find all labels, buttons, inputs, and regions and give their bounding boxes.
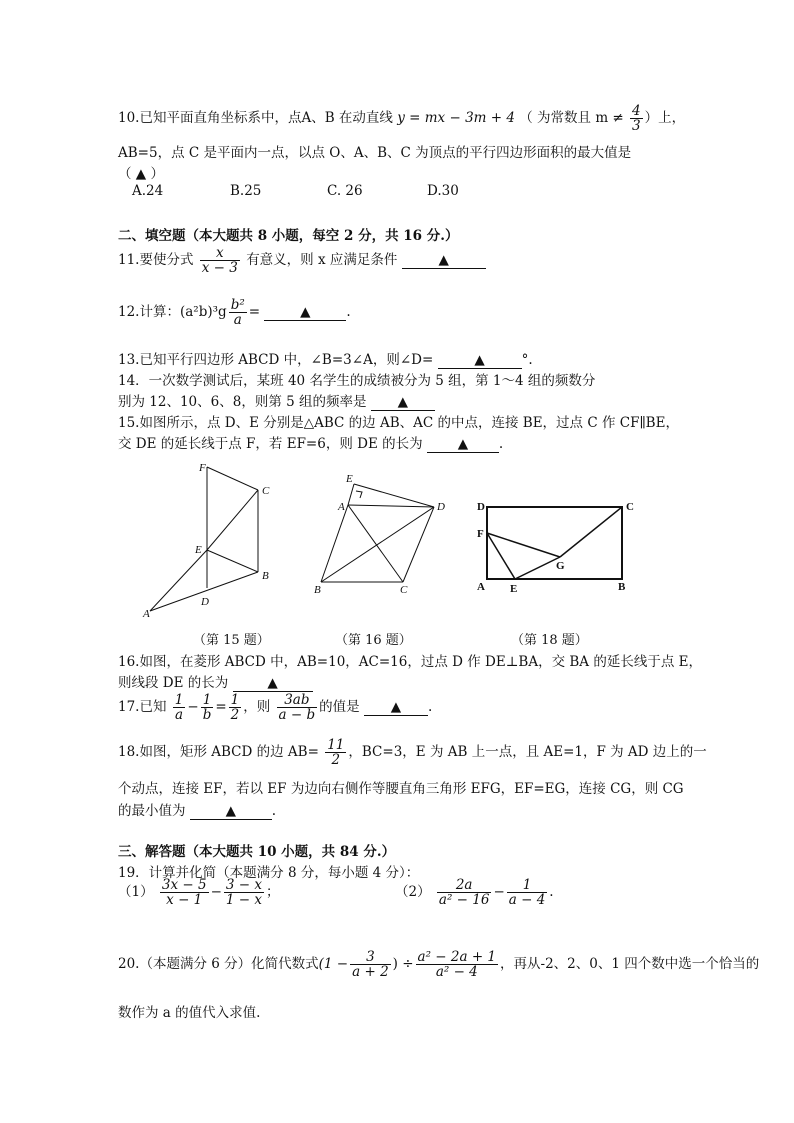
fig16-label-b: B (314, 584, 321, 596)
q10-line2: AB=5，点 C 是平面内一点，以点 O、A、B、C 为顶点的平行四边形面积的最大值是 (118, 145, 632, 161)
frac-num: 1 (174, 692, 184, 708)
section-2-title: 二、填空题（本大题共 8 小题，每空 2 分，共 16 分.） (118, 228, 459, 244)
q15-line2 (118, 432, 503, 453)
frac-den: a² − 4 (435, 964, 478, 981)
q17-frac-2 (201, 693, 214, 722)
fig15-label-b: B (262, 570, 269, 582)
q19-p2-end: . (549, 884, 554, 901)
q17-text-c: 的值是 (319, 699, 360, 716)
q19-line1: 19．计算并化简（本题满分 8 分，每小题 4 分）： (118, 865, 420, 881)
answer-blank: ▲ (364, 699, 428, 716)
q12-g: g (218, 304, 227, 321)
answer-blank: ▲ (427, 436, 499, 453)
q18-end: . (271, 803, 277, 819)
q16-text: 则线段 DE 的长为 (118, 675, 229, 691)
figure-16 (310, 470, 450, 600)
frac-den: x − 3 (201, 260, 238, 277)
fig18-label-c: C (626, 501, 634, 513)
q19-part1 (118, 878, 280, 907)
answer-blank: ▲ (402, 252, 486, 269)
q16-line2 (118, 671, 313, 692)
q14-line2 (118, 390, 435, 411)
q12-end: . (346, 304, 351, 321)
q10-formula: y = mx − 3m + 4 (397, 110, 515, 127)
q12-fraction (229, 298, 247, 327)
q20-text: 20.（本题满分 6 分）化简代数式 (118, 956, 319, 973)
q10-paren: （ (519, 110, 533, 127)
q18-line1 (118, 738, 707, 767)
q10-fraction (630, 104, 643, 133)
frac-num: 1 (230, 692, 240, 708)
fig18-label-g: G (556, 560, 565, 572)
q19-p2-label: （2） (395, 884, 431, 901)
q17-frac-1 (173, 693, 186, 722)
q18-text-b: ，BC=3，E 为 AB 上一点，且 AE=1，F 为 AD 边上的一 (348, 744, 707, 761)
q19-p1-minus: − (210, 884, 222, 901)
frac-num: b² (230, 297, 245, 313)
q18-text-c: 的最小值为 (118, 803, 186, 819)
q10-option-b: B.25 (230, 183, 262, 199)
fig15-label-a: A (143, 608, 150, 620)
q20-line1 (118, 950, 759, 979)
fig18-label-d: D (477, 501, 485, 513)
q19-p1-frac-2 (224, 878, 264, 907)
frac-den: 1 − x (225, 892, 262, 909)
frac-den: x − 1 (166, 892, 203, 909)
q20-line2: 数作为 a 的值代入求值. (118, 1005, 261, 1021)
fig16-label-d: D (437, 501, 445, 513)
answer-blank: ▲ (190, 803, 272, 820)
q14-text: 别为 12、10、6、8，则第 5 组的频率是 (118, 394, 367, 410)
q10-text: 10.已知平面直角坐标系中，点A、B 在动直线 (118, 110, 393, 127)
frac-den: b (202, 707, 212, 724)
frac-num: 3x − 5 (161, 877, 207, 893)
figure-15-caption: （第 15 题） (193, 633, 270, 648)
q11-fraction (200, 246, 240, 275)
q17 (118, 693, 432, 722)
figure-15 (140, 460, 290, 620)
q15-line1: 15.如图所示，点 D、E 分别是△ABC 的边 AB、AC 的中点，连接 BE，过点 C 作 CF∥BE， (118, 415, 679, 431)
frac-num: x (200, 246, 240, 261)
q20-div: ) ÷ (392, 956, 414, 973)
frac-num: 1 (201, 693, 214, 708)
q19-p1-end: ； (266, 884, 280, 901)
fig15-label-c: C (262, 485, 270, 497)
fig16-label-e: E (346, 473, 353, 485)
q19-p1-label: （1） (118, 884, 154, 901)
q17-text: 17.已知 (118, 699, 167, 716)
q11 (118, 246, 486, 275)
frac-den: a − 4 (508, 892, 546, 909)
answer-blank: ▲ (233, 675, 313, 692)
q18-line3 (118, 799, 276, 820)
answer-blank: ▲ (264, 304, 346, 321)
answer-blank: ▲ (371, 394, 435, 411)
q19-part2 (395, 878, 554, 907)
frac-den: a² − 16 (438, 892, 490, 909)
q16-line1: 16.如图，在菱形 ABCD 中，AB=10，AC=16，过点 D 作 DE⊥BA，交 BA 的延长线于点 E， (118, 654, 702, 670)
q17-end: . (427, 699, 433, 716)
q15-end: . (498, 436, 504, 452)
q18-fraction (325, 738, 346, 767)
q12 (118, 298, 351, 327)
q20-frac-1 (350, 950, 391, 979)
frac-den: a (233, 312, 242, 329)
frac-num: a² − 2a + 1 (417, 949, 497, 965)
q18-line2: 个动点，连接 EF，若以 EF 为边向右侧作等腰直角三角形 EFG，EF=EG，连接 CG，则 CG (118, 781, 684, 797)
figure-16-caption: （第 16 题） (335, 633, 412, 648)
q13-text: 13.已知平行四边形 ABCD 中，∠B=3∠A，则∠D= (118, 352, 434, 368)
q17-eq: = (215, 699, 227, 716)
fig18-label-a: A (477, 581, 485, 593)
q12-eq: = (248, 304, 261, 321)
frac-num: 3ab (277, 693, 318, 708)
q17-minus: − (187, 699, 199, 716)
q13 (118, 348, 533, 369)
frac-den: 2 (230, 707, 240, 724)
frac-num: 4 (632, 103, 641, 119)
q12-text: 12.计算：(a²b)³ (118, 304, 219, 321)
fig16-label-a: A (338, 501, 345, 513)
fig18-label-b: B (618, 581, 626, 593)
q11-text-b: 有意义，则 x 应满足条件 (246, 252, 398, 269)
q20-frac-2 (416, 950, 498, 979)
frac-num: 2a (437, 878, 492, 893)
fig15-label-d: D (201, 596, 209, 608)
frac-den: a (175, 707, 184, 724)
q10-line3: （ ▲ ） (118, 166, 164, 182)
q17-frac-3 (229, 693, 242, 722)
figure-18-caption: （第 18 题） (511, 633, 588, 648)
q10-option-d: D.30 (427, 183, 459, 199)
q10-option-a: A.24 (132, 183, 164, 199)
q20-text-b: ，再从-2、2、0、1 四个数中选一个恰当的 (500, 956, 760, 973)
q10-option-c: C. 26 (327, 183, 363, 199)
figure-18 (470, 495, 645, 600)
q14-line1: 14．一次数学测试后，某班 40 名学生的成绩被分为 5 组，第 1～4 组的频数分 (118, 373, 596, 389)
fig16-label-c: C (400, 584, 408, 596)
q18-text: 18.如图，矩形 ABCD 的边 AB= (118, 744, 319, 761)
q20-open: (1 − (318, 956, 349, 973)
q10-end: ）上， (644, 110, 686, 127)
frac-den: a + 2 (352, 964, 389, 981)
fig18-label-f: F (477, 528, 484, 540)
section-3-title: 三、解答题（本大题共 10 小题，共 84 分.） (118, 844, 396, 860)
q19-p1-frac-1 (160, 878, 209, 907)
frac-den: 2 (331, 752, 341, 769)
fig15-label-f: F (199, 462, 206, 474)
q13-end: °. (521, 352, 533, 368)
frac-den: a − b (278, 707, 316, 724)
q15-text: 交 DE 的延长线于点 F，若 EF=6，则 DE 的长为 (118, 436, 423, 452)
q10-cond: 为常数且 m ≠ (532, 110, 629, 127)
frac-den: 3 (632, 118, 641, 135)
fig18-label-e: E (510, 583, 518, 595)
q19-p2-frac-1 (437, 878, 492, 907)
frac-num: 3 (350, 950, 391, 965)
q11-text: 11.要使分式 (118, 252, 194, 269)
frac-num: 1 (507, 878, 548, 893)
q17-frac-4 (277, 693, 318, 722)
frac-num: 3 − x (225, 877, 262, 893)
q10-line1 (118, 104, 685, 133)
frac-num: 11 (327, 737, 345, 753)
fig15-label-e: E (195, 544, 202, 556)
q19-p2-minus: − (493, 884, 505, 901)
answer-blank: ▲ (438, 352, 522, 369)
q17-text-b: ，则 (243, 699, 271, 716)
q19-p2-frac-2 (507, 878, 548, 907)
